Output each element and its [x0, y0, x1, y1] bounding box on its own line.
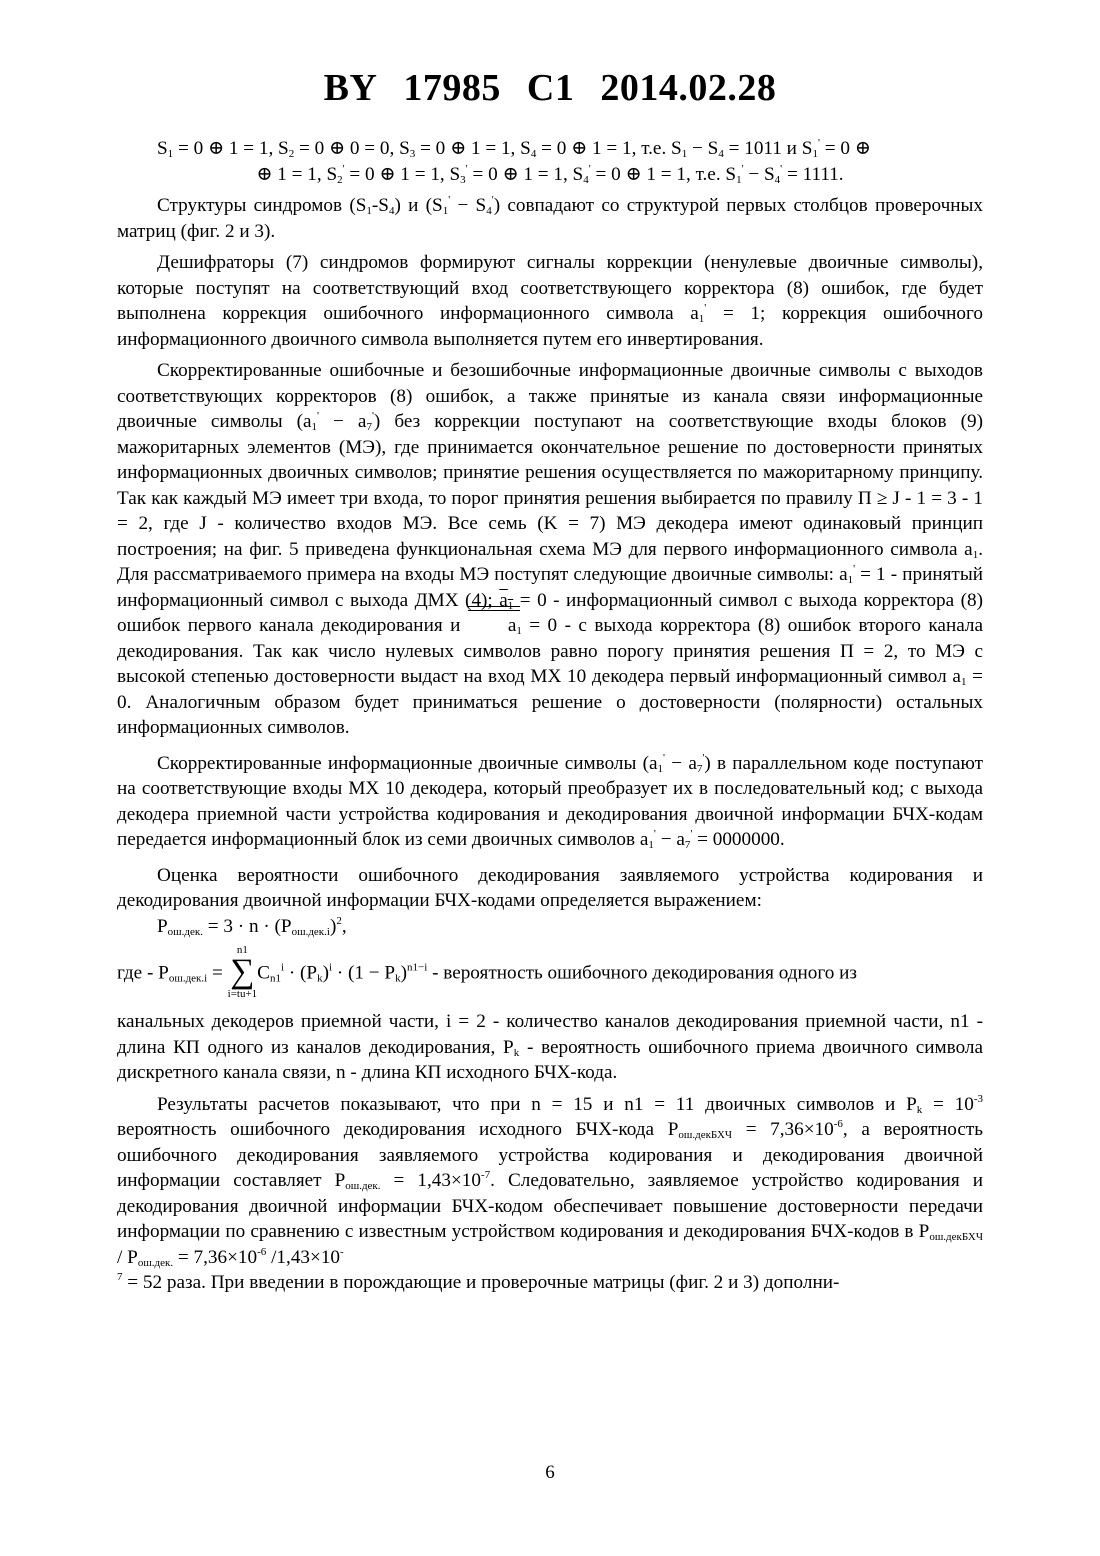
page-number: 6: [545, 1462, 555, 1483]
formula-p-dec: $P_{ош.дек.} = 3 \cdot n \cdot (P_{ош.дек.i})^2$,: [157, 914, 347, 938]
paragraph-probability-estimate: Оценка вероятности ошибочного декодирования заявляемого устройства кодирования и декодирования двоичной информации БЧХ-кодами определяется выражением:: [117, 864, 983, 911]
syndrome-equation-line-1: $S_1 = 0$ ⊕ 1 = 1, $S_2 = 0$ ⊕ 0 = 0, $S_3 = 0$ ⊕ 1 = 1, $S_4 = 0$ ⊕ 1 = 1, т.е. $S_1 - S_4 = 1011$ и $S_1' = 0$ ⊕: [157, 137, 871, 160]
patent-date: 2014.02.28: [600, 67, 777, 109]
paragraph-results: Результаты расчетов показывают, что при n = 15 и n1 = 11 двоичных символов и $P_k = 10^{-3}$ вероятность ошибочного декодирования исходного БЧХ-кода $P_{ош.декБХЧ} = 7,36\times 10^{-6}$, а вероятность ошибочного декодирования заявляемого устройства кодирования и декодирования двоичной информации составляет $P_{ош.дек.} = 1,43\times 10^{-7}$. Следовательно, заявляемое устройство кодирования и декодирования двоичной информации БЧХ-кодом обеспечивает повышение достоверности передачи информации по сравнению с известным устройством кодирования и декодирования БЧХ-кодов в $P_{ош.декБХЧ} / P_{ош.дек.} = 7,36\times 10^{-6}$ /1,43×10- $^7$ = 52 раза. При введении в порождающие и проверочные матрицы (фиг. 2 и 3) дополни-: [117, 1092, 983, 1293]
paragraph-corrected-symbols: Скорректированные информационные двоичные символы $(a_1' - a_7')$ в параллельном коде поступают на соответствующие входы МХ 10 декодера, который преобразует их в последовательный код; с выхода декодера приемной части устройства кодирования и декодирования двоичной информации БЧХ-кодам передается информационный блок из семи двоичных символов $a_1' - a_7' = 0000000$.: [117, 751, 983, 851]
formula-p-dec-i: где - $P_{ош.дек.i}$ = n1 ∑ i=tu+1 $C_{n1}^i \cdot (P_k)^i \cdot (1 - P_k)^{n1-i}$ - вероятность ошибочного декодирования одного из: [117, 944, 857, 1000]
syndrome-equation-line-2: ⊕ 1 = 1, $S_2' = 0$ ⊕ 1 = 1, $S_3' = 0$ ⊕ 1 = 1, $S_4' = 0$ ⊕ 1 = 1, т.е. $S_1' - S_4' = 1111$.: [256, 162, 844, 186]
paragraph-majority-elements: Скорректированные ошибочные и безошибочные информационные двоичные символы с выходов соответствующих корректоров (8) ошибок, а также принятые из канала связи информационные двоичные символы $(a_1' - a_7')$ без коррекции поступают на соответствующие входы блоков (9) мажоритарных элементов (МЭ), где принимается окончательное решение по достоверности принятых информационных двоичных символов; принятие решения осуществляется по мажоритарному принципу. Так как каждый МЭ имеет три входа, то порог принятия решения выбирается по правилу П ≥ J - 1 = 3 - 1 = 2, где J - количество входов МЭ. Все семь (K = 7) МЭ декодера имеют одинаковый принцип построения; на фиг. 5 приведена функциональная схема МЭ для первого информационного символа $a_1$. Для рассматриваемого примера на входы МЭ поступят следующие двоичные символы: $a_1' = 1$ - принятый информационный символ с выхода ДМХ (4); $a_1 = 0$ - информационный символ с выхода корректора (8) ошибок первого канала декодирования и $a_1 = 0 - с$ выхода корректора (8) ошибок второго канала декодирования. Так как число нулевых символов равно порогу принятия решения П = 2, то МЭ с высокой степенью достоверности выдаст на вход МХ 10 декодера первый информационный символ $a_1 = 0$. Аналогичным образом будет приниматься решение о достоверности (полярности) остальных информационных символов.: [117, 360, 984, 738]
paragraph-definitions: канальных декодеров приемной части, i = 2 - количество каналов декодирования приемной части, n1 - длина КП одного из каналов декодирования, $P_k$ - вероятность ошибочного приема двоичного символа дискретного канала связи, n - длина КП исходного БЧХ-кода.: [117, 1011, 984, 1083]
patent-header: [0, 66, 1100, 110]
document-body: [117, 136, 983, 1296]
sum-symbol: n1 ∑ i=tu+1: [227, 944, 258, 1000]
paragraph-syndrome-structure: Структуры синдромов $(S_1-S_4)$ и $(S_1' - S_4')$ совпадают со структурой первых столбцов проверочных матриц (фиг. 2 и 3).: [117, 194, 984, 242]
patent-kind: C1: [526, 67, 575, 109]
paragraph-decoders: Дешифраторы (7) синдромов формируют сигналы коррекции (ненулевые двоичные символы), которые поступят на соответствующий вход соответствующего корректора (8) ошибок, где будет выполнена коррекция ошибочного информационного символа $a_1' = 1$; коррекция ошибочного информационного двоичного символа выполняется путем его инвертирования.: [117, 252, 983, 350]
country-code: BY: [323, 67, 378, 109]
patent-number: 17985: [403, 67, 501, 109]
